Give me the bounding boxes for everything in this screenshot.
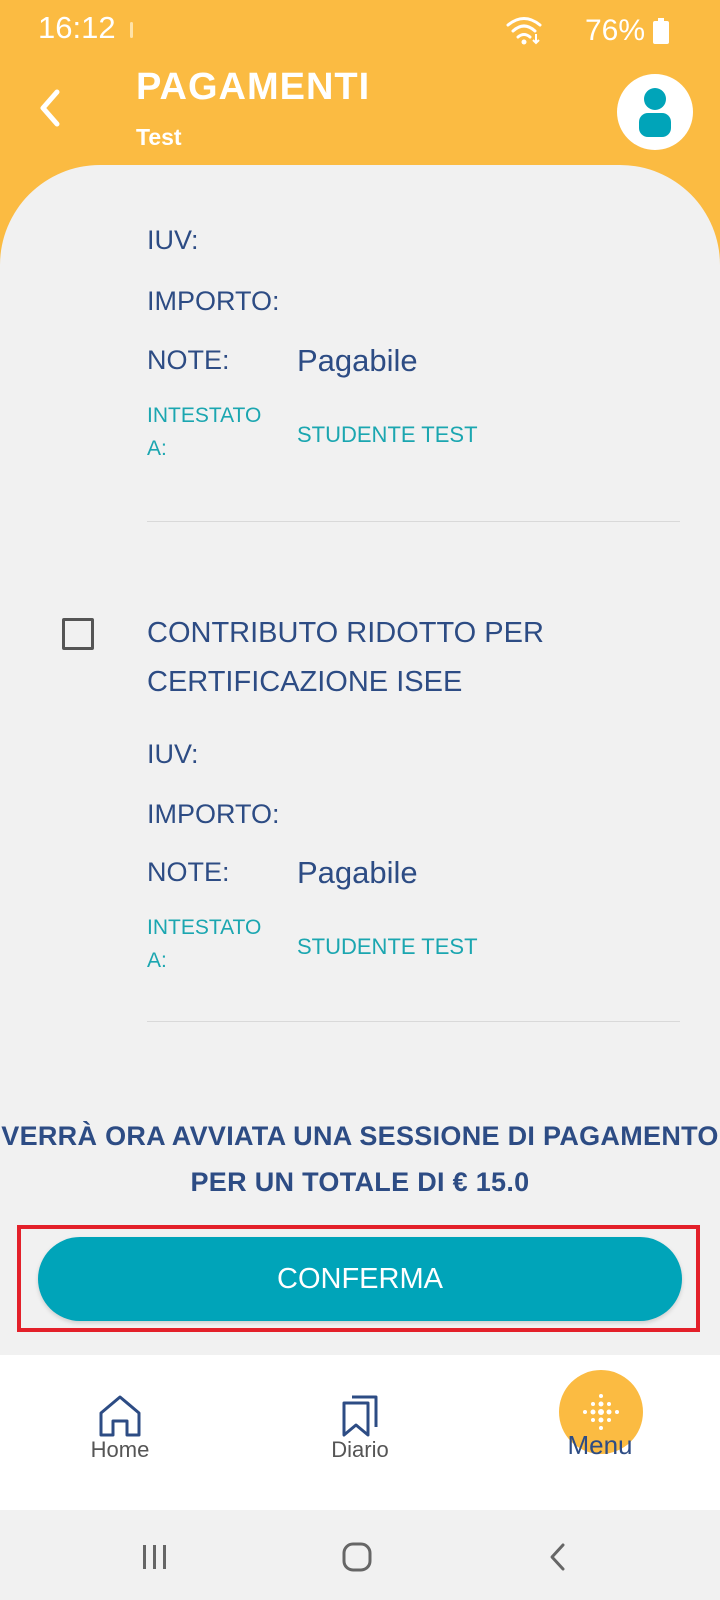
home-circle-icon	[341, 1541, 373, 1573]
chevron-left-icon	[35, 88, 65, 128]
owner-label: INTESTATO A:	[147, 916, 262, 972]
page-title: PAGAMENTI	[136, 66, 371, 108]
back-button[interactable]	[22, 80, 78, 136]
back-system-button[interactable]	[528, 1532, 588, 1582]
payment-summary: VERRÀ ORA AVVIATA UNA SESSIONE DI PAGAMENTO PER UN TOTALE DI € 15.0	[1, 1121, 719, 1197]
payments-list[interactable]	[0, 165, 720, 1355]
nav-menu[interactable]	[480, 1355, 720, 1510]
chevron-left-icon	[548, 1542, 568, 1572]
note-label: NOTE:	[147, 857, 230, 887]
user-icon	[637, 87, 673, 137]
home-system-button[interactable]	[327, 1532, 387, 1582]
profile-avatar-button[interactable]	[617, 74, 693, 150]
home-icon	[97, 1393, 143, 1439]
bookmarks-icon	[340, 1393, 380, 1439]
note-value: Pagabile	[297, 343, 418, 378]
importo-label: IMPORTO:	[147, 799, 280, 829]
battery-percentage: 76%	[585, 14, 646, 47]
nav-diario[interactable]	[240, 1355, 480, 1510]
status-bar	[0, 0, 720, 60]
note-value: Pagabile	[297, 855, 418, 890]
dots-grid-icon	[581, 1392, 621, 1432]
payment-item-title: CONTRIBUTO RIDOTTO PER CERTIFICAZIONE ISEE	[147, 617, 544, 698]
divider	[147, 521, 680, 522]
note-label: NOTE:	[147, 345, 230, 375]
divider	[147, 1021, 680, 1022]
nav-home[interactable]	[0, 1355, 240, 1510]
nav-diario-label: Diario	[331, 1437, 389, 1462]
owner-label: INTESTATO A:	[147, 404, 262, 460]
confirm-button[interactable]: CONFERMA	[38, 1237, 682, 1321]
owner-value: STUDENTE TEST	[297, 422, 478, 447]
system-nav-bar	[0, 1510, 720, 1600]
iuv-label: IUV:	[147, 225, 199, 255]
payment-item	[0, 585, 720, 1025]
payment-checkbox[interactable]	[62, 618, 94, 650]
recent-apps-icon	[140, 1543, 170, 1571]
nav-menu-label: Menu	[567, 1430, 633, 1460]
iuv-label: IUV:	[147, 739, 199, 769]
importo-label: IMPORTO:	[147, 286, 280, 316]
bottom-nav	[0, 1355, 720, 1510]
notification-dot	[130, 22, 133, 38]
status-time: 16:12	[38, 10, 116, 45]
wifi-icon	[505, 14, 543, 46]
owner-value: STUDENTE TEST	[297, 934, 478, 959]
payment-item	[0, 165, 720, 525]
iuv-value-partial	[297, 227, 627, 239]
battery-icon	[653, 18, 669, 44]
recent-apps-button[interactable]	[125, 1532, 185, 1582]
nav-home-label: Home	[90, 1437, 150, 1462]
page-subtitle: Test	[136, 124, 182, 150]
